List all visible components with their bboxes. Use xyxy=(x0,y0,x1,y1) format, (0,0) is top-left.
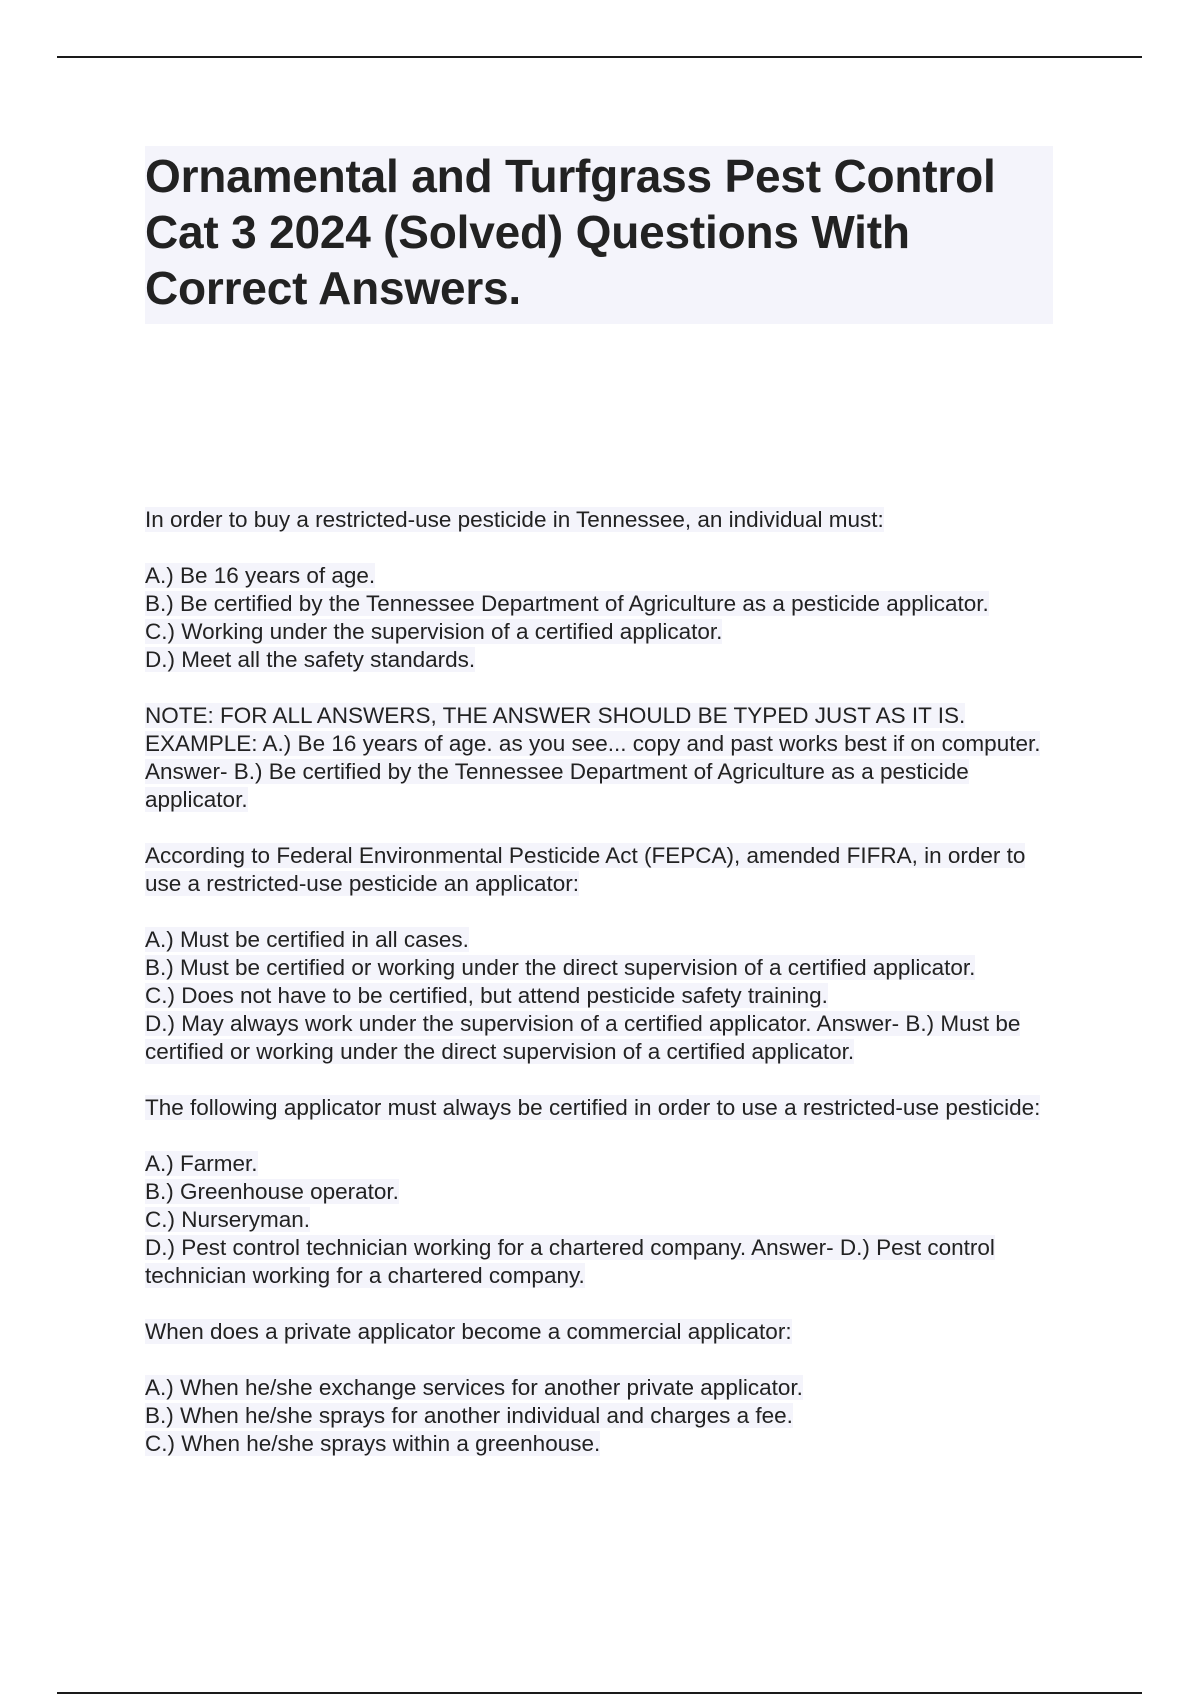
paragraph-line-text: A.) When he/she exchange services for another private applicator. xyxy=(145,1375,803,1400)
document-paragraph xyxy=(145,926,1055,1066)
document-paragraph xyxy=(145,1318,1055,1346)
document-paragraph xyxy=(145,562,1055,674)
paragraph-line-text: A.) Must be certified in all cases. xyxy=(145,927,469,952)
paragraph-line-text: B.) Greenhouse operator. xyxy=(145,1179,399,1204)
paragraph-line xyxy=(145,646,1055,674)
paragraph-line xyxy=(145,1206,1055,1234)
paragraph-line-text: B.) When he/she sprays for another individual and charges a fee. xyxy=(145,1403,793,1428)
paragraph-line xyxy=(145,1318,1055,1346)
document-title-block xyxy=(145,146,1053,324)
paragraph-line-text: When does a private applicator become a commercial applicator: xyxy=(145,1319,792,1344)
document-paragraph xyxy=(145,842,1055,898)
paragraph-line xyxy=(145,982,1055,1010)
paragraph-line-text: NOTE: FOR ALL ANSWERS, THE ANSWER SHOULD BE TYPED JUST AS IT IS. EXAMPLE: A.) Be 16 years of age. as you see... copy and past works best if on computer. Answer- B.) Be certified by the Tennessee Department of Agriculture as a pesticide applicator. xyxy=(145,703,1041,812)
paragraph-line xyxy=(145,590,1055,618)
paragraph-line-text: D.) May always work under the supervision of a certified applicator. Answer- B.) Must be certified or working under the direct supervision of a certified applicator. xyxy=(145,1011,1021,1064)
paragraph-line xyxy=(145,618,1055,646)
paragraph-line xyxy=(145,1402,1055,1430)
paragraph-line-text: In order to buy a restricted-use pesticide in Tennessee, an individual must: xyxy=(145,507,884,532)
paragraph-line xyxy=(145,1234,1055,1290)
paragraph-line xyxy=(145,842,1055,898)
paragraph-line xyxy=(145,1010,1055,1066)
document-paragraph xyxy=(145,1150,1055,1290)
top-divider xyxy=(57,56,1142,58)
paragraph-line-text: D.) Meet all the safety standards. xyxy=(145,647,476,672)
document-paragraph xyxy=(145,1374,1055,1458)
paragraph-line-text: C.) Working under the supervision of a certified applicator. xyxy=(145,619,723,644)
paragraph-line xyxy=(145,954,1055,982)
paragraph-line-text: A.) Be 16 years of age. xyxy=(145,563,376,588)
paragraph-line-text: D.) Pest control technician working for a chartered company. Answer- D.) Pest control technician working for a chartered company. xyxy=(145,1235,995,1288)
document-paragraph xyxy=(145,1094,1055,1122)
paragraph-line xyxy=(145,1094,1055,1122)
document-body xyxy=(145,506,1055,1458)
paragraph-line-text: According to Federal Environmental Pesticide Act (FEPCA), amended FIFRA, in order to use a restricted-use pesticide an applicator: xyxy=(145,843,1026,896)
paragraph-line xyxy=(145,1150,1055,1178)
paragraph-line xyxy=(145,1430,1055,1458)
document-title: Ornamental and Turfgrass Pest Control Cat 3 2024 (Solved) Questions With Correct Answers. xyxy=(145,150,996,314)
paragraph-line xyxy=(145,562,1055,590)
paragraph-line-text: B.) Be certified by the Tennessee Department of Agriculture as a pesticide applicator. xyxy=(145,591,989,616)
document-paragraph xyxy=(145,702,1055,814)
paragraph-line-text: C.) Does not have to be certified, but attend pesticide safety training. xyxy=(145,983,828,1008)
paragraph-line-text: C.) When he/she sprays within a greenhouse. xyxy=(145,1431,601,1456)
paragraph-line-text: B.) Must be certified or working under the direct supervision of a certified applicator. xyxy=(145,955,976,980)
paragraph-line xyxy=(145,926,1055,954)
paragraph-line xyxy=(145,506,1055,534)
paragraph-line xyxy=(145,1374,1055,1402)
paragraph-line xyxy=(145,702,1055,814)
paragraph-line-text: The following applicator must always be certified in order to use a restricted-use pesticide: xyxy=(145,1095,1041,1120)
document-paragraph xyxy=(145,506,1055,534)
bottom-divider xyxy=(57,1692,1142,1694)
paragraph-line xyxy=(145,1178,1055,1206)
paragraph-line-text: A.) Farmer. xyxy=(145,1151,258,1176)
paragraph-line-text: C.) Nurseryman. xyxy=(145,1207,311,1232)
